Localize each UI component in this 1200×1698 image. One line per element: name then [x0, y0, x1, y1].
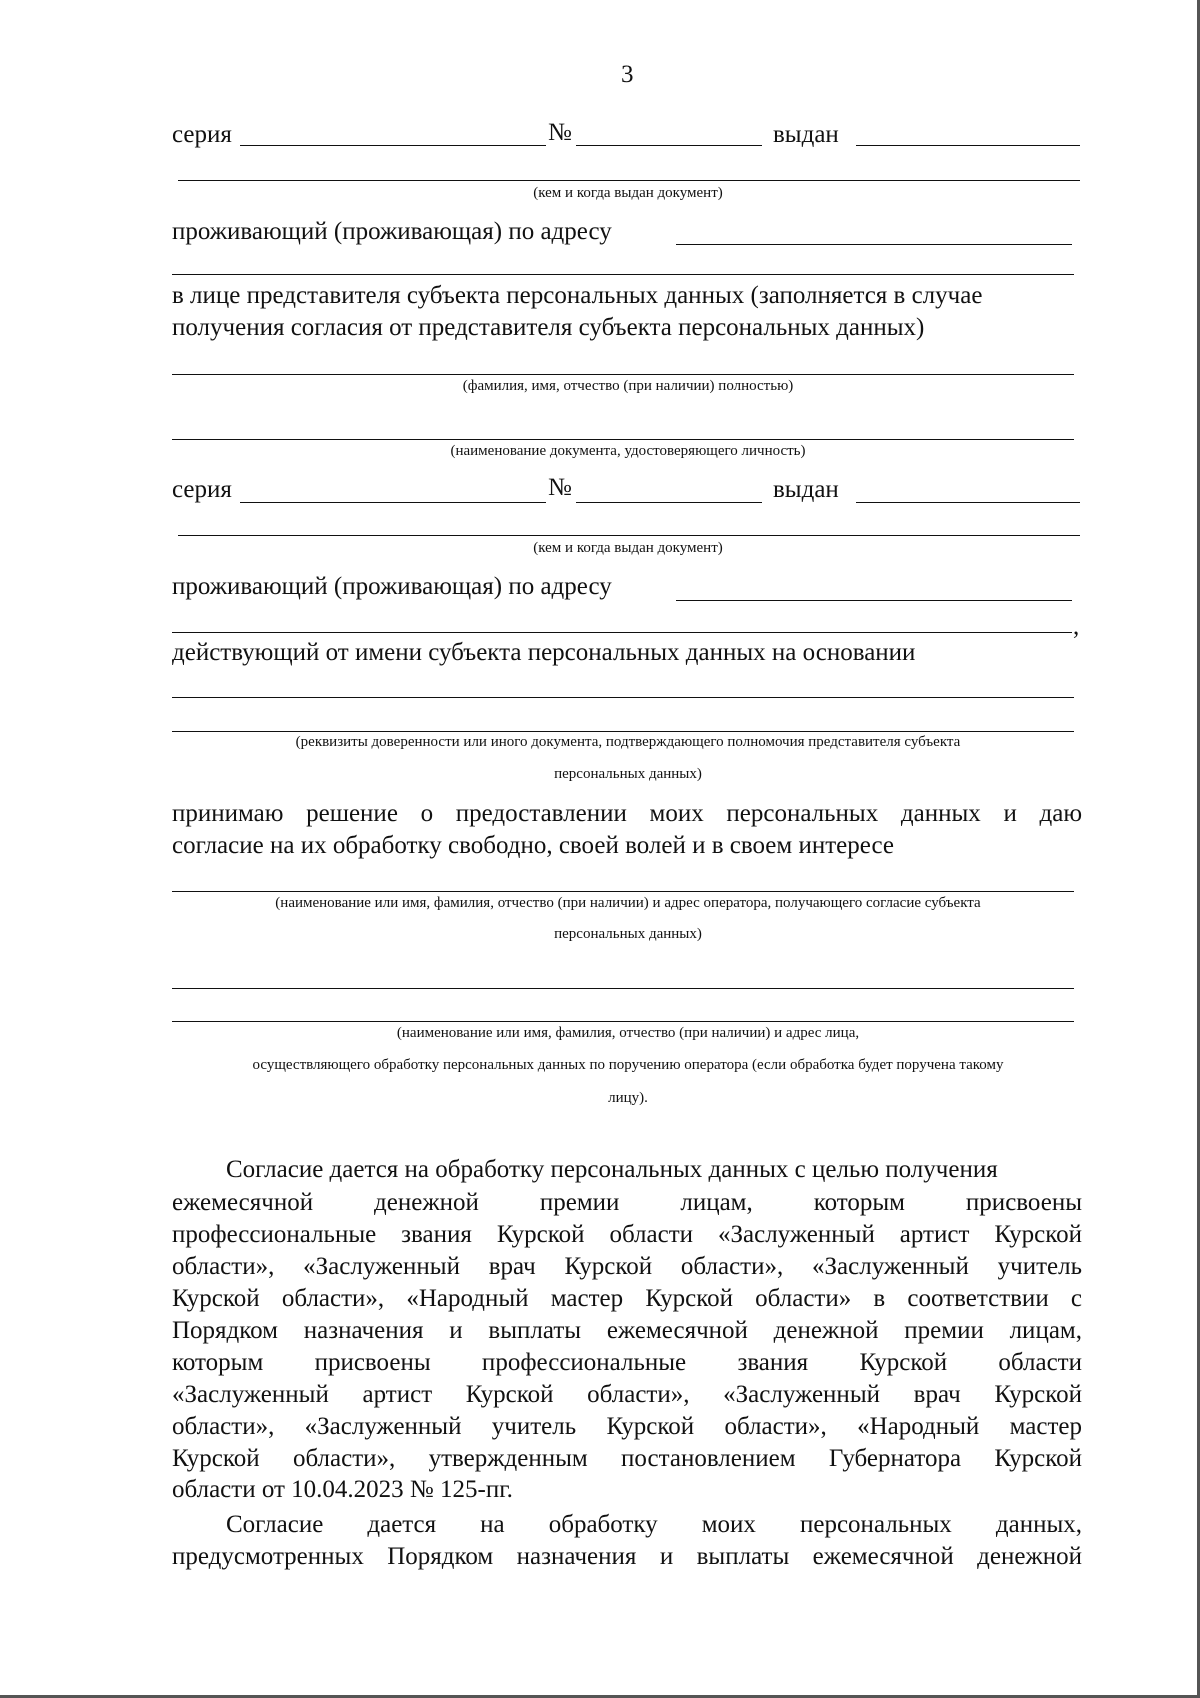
caption-operator: (наименование или имя, фамилия, отчество (при наличии) и адрес оператора, получающего согласие субъекта: [275, 895, 981, 911]
full-name-field[interactable]: [172, 374, 1074, 375]
issued-label: выдан: [773, 476, 839, 503]
caption-issued: (кем и когда выдан документ): [533, 540, 723, 556]
paragraph-line: Курской области», «Народный мастер Курской области» в соответствии с: [172, 1285, 1082, 1312]
paragraph-line: Курской области», утвержденным постановлением Губернатора Курской: [172, 1445, 1082, 1472]
power-of-attorney-field[interactable]: [172, 731, 1074, 732]
series-field[interactable]: [240, 502, 546, 503]
caption-processor: лицу).: [608, 1090, 648, 1106]
paragraph-line: ежемесячной денежной премии лицам, которым присвоены: [172, 1189, 1082, 1216]
processor-field[interactable]: [172, 1021, 1074, 1022]
caption-processor: осуществляющего обработку персональных данных по поручению оператора (если обработка будет поручена такому: [252, 1057, 1004, 1073]
address-field[interactable]: [676, 244, 1072, 245]
paragraph-line: которым присвоены профессиональные звания Курской области: [172, 1349, 1082, 1376]
paragraph-line: профессиональные звания Курской области «Заслуженный артист Курской: [172, 1221, 1082, 1248]
series-field[interactable]: [240, 145, 546, 146]
issued-by-field[interactable]: [178, 180, 1080, 181]
number-field[interactable]: [576, 145, 762, 146]
paragraph-line: Согласие дается на обработку персональных данных с целью получения: [226, 1156, 998, 1183]
address-field-continued[interactable]: [172, 632, 1072, 633]
issued-label: выдан: [773, 121, 839, 148]
comma-mark: ,: [1073, 613, 1080, 640]
caption-operator: персональных данных): [554, 926, 702, 942]
series-label: серия: [172, 476, 232, 503]
issued-by-field[interactable]: [178, 535, 1080, 536]
decision-text: согласие на их обработку свободно, своей волей и в своем интересе: [172, 832, 894, 859]
acting-on-behalf-text: действующий от имени субъекта персональных данных на основании: [172, 639, 916, 666]
caption-issued: (кем и когда выдан документ): [533, 185, 723, 201]
caption-processor: (наименование или имя, фамилия, отчество (при наличии) и адрес лица,: [396, 1025, 860, 1041]
caption-power-of-attorney: персональных данных): [554, 766, 702, 782]
id-document-field[interactable]: [172, 439, 1074, 440]
decision-text: принимаю решение о предоставлении моих персональных данных и даю: [172, 800, 1082, 827]
power-of-attorney-field[interactable]: [172, 697, 1074, 698]
address-label: проживающий (проживающая) по адресу: [172, 218, 612, 245]
representative-text: получения согласия от представителя субъекта персональных данных): [172, 314, 925, 341]
paragraph-line: области», «Заслуженный врач Курской области», «Заслуженный учитель: [172, 1253, 1082, 1280]
paragraph-line: области от 10.04.2023 № 125-пг.: [172, 1476, 513, 1503]
issued-field[interactable]: [856, 145, 1080, 146]
issued-field[interactable]: [856, 502, 1080, 503]
number-label: №: [548, 119, 572, 146]
caption-full-name: (фамилия, имя, отчество (при наличии) полностью): [462, 378, 794, 394]
operator-field[interactable]: [172, 891, 1074, 892]
page-number: 3: [621, 61, 634, 88]
address-label: проживающий (проживающая) по адресу: [172, 573, 612, 600]
paragraph-line: Порядком назначения и выплаты ежемесячной денежной премии лицам,: [172, 1317, 1082, 1344]
paragraph-line: предусмотренных Порядком назначения и выплаты ежемесячной денежной: [172, 1543, 1082, 1570]
number-field[interactable]: [576, 502, 762, 503]
representative-text: в лице представителя субъекта персональных данных (заполняется в случае: [172, 282, 983, 309]
caption-id-document: (наименование документа, удостоверяющего личность): [450, 443, 806, 459]
paragraph-line: области», «Заслуженный учитель Курской области», «Народный мастер: [172, 1413, 1082, 1440]
number-label: №: [548, 474, 572, 501]
series-label: серия: [172, 121, 232, 148]
caption-power-of-attorney: (реквизиты доверенности или иного документа, подтверждающего полномочия представителя субъекта: [295, 734, 961, 750]
processor-field[interactable]: [172, 988, 1074, 989]
paragraph-line: «Заслуженный артист Курской области», «Заслуженный врач Курской: [172, 1381, 1082, 1408]
address-field-continued[interactable]: [172, 274, 1074, 275]
address-field[interactable]: [676, 600, 1072, 601]
paragraph-line: Согласие дается на обработку моих персональных данных,: [226, 1511, 1082, 1538]
